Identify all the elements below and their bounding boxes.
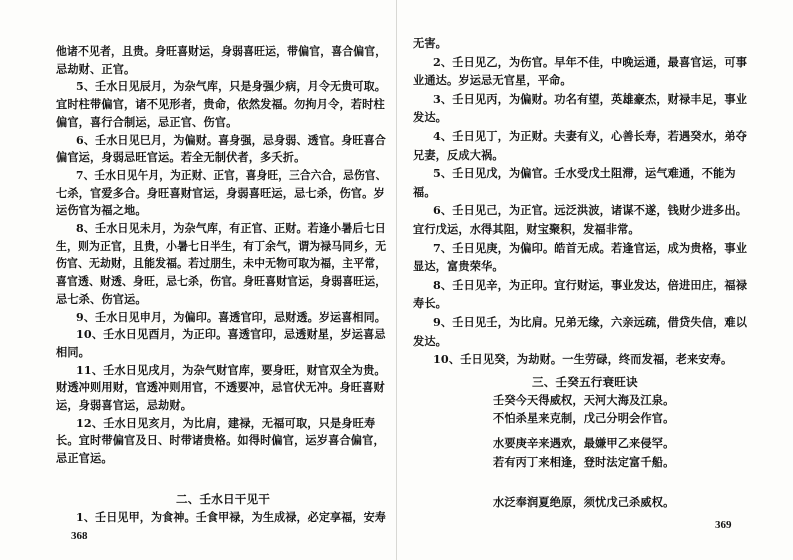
text-line: 偏官，喜行合制运，忌正官、伤官。 — [56, 114, 238, 129]
text-line: 3、壬日见丙，为偏财。功名有望，英雄豪杰，财禄丰足，事业 — [433, 91, 748, 106]
text-line: 4、壬日见丁，为正财。夫妻有义，心善长寿，若遇癸水，弟夺 — [433, 129, 748, 143]
text-line: 6、壬日见己，为正官。远泛洪波，诸谋不遂，钱财少进多出。 — [433, 203, 748, 218]
left-page — [0, 0, 396, 560]
text-line: 5、壬水日见辰月，为杂气库，只是身强少病，月令无贵可取。 — [76, 79, 386, 94]
text-line: 宜时柱带偏官，诸不见形者，贵命，依然发福。勿拘月令，若时柱 — [56, 97, 385, 112]
verse-line: 不怕杀星来克制，戊己分明会作官。 — [493, 411, 675, 425]
text-line: 9、壬日见壬，为比肩。兄弟无缘，六亲远疏，借贷失信，难以 — [433, 315, 748, 329]
verse-line: 水泛奉润夏绝原，须忧戊己杀威权。 — [493, 495, 675, 509]
right-section-heading: 三、壬癸五行衰旺诀 — [532, 375, 638, 389]
text-line: 运伤官为福之地。 — [56, 203, 147, 218]
text-line: 12、壬水日见亥月，为比肩，建禄，无福可取，只是身旺寿 — [76, 415, 376, 430]
text-line: 相同。 — [56, 344, 91, 359]
text-line: 7、壬日见庚，为偏印。皓首无成。若逢官运，成为贵格，事业 — [433, 240, 748, 255]
text-line: 福。 — [413, 184, 436, 199]
text-line: 偏官运，身弱忌旺官运。若全无制伏者，多夭折。 — [56, 150, 306, 165]
text-line: 6、壬水日见巳月，为偏财。喜身强，忌身弱、透官。身旺喜合 — [76, 132, 386, 147]
text-line: 10、壬水日见酉月，为正印。喜透官印，忌透财星，岁运喜忌 — [76, 327, 386, 342]
verse-line: 若有丙丁来相逢，登时法定富千船。 — [493, 455, 675, 469]
text-line: 8、壬水日见未月，为杂气库，有正官、正财。若逢小暑后七日 — [76, 221, 386, 235]
text-line: 5、壬日见戊，为偏官。壬水受戊土阻滞，运气难通，不能为 — [433, 166, 736, 181]
text-line: 喜官透、财透、身旺，忌七杀，伤官。身旺喜财官运，身弱喜旺运， — [56, 274, 387, 289]
text-line: 业通达。岁运忌无官星，平命。 — [413, 73, 572, 88]
right-page — [397, 0, 793, 560]
text-line: 8、壬日见辛，为正印。宜行财运，事业发达，倍进田庄，福禄 — [433, 277, 748, 292]
text-line: 他诸不见者，且贵。身旺喜财运，身弱喜旺运，带偏官，喜合偏官， — [56, 44, 387, 58]
verse-line: 壬癸今天得威权，天河大海及江泉。 — [493, 393, 675, 407]
left-page-number: 368 — [71, 530, 88, 542]
text-line: 寿长。 — [413, 296, 448, 311]
text-line: 运，身弱喜官运，忌劫财。 — [56, 398, 193, 412]
text-line: 显达，富贵荣华。 — [413, 259, 504, 274]
text-line: 10、壬日见癸，为劫财。一生劳碌，终而发福，老来安寿。 — [433, 352, 733, 367]
left-section-heading: 二、壬水日干见干 — [176, 492, 270, 506]
text-line: 长。宜时带偏官及日、时带诸贵格。如得时偏官，运岁喜合偏官， — [56, 433, 385, 448]
text-line: 无害。 — [413, 36, 448, 50]
text-line: 财透冲则用财，官透冲则用官，不透要冲，忌官伏无冲。身旺喜财 — [56, 380, 385, 395]
left-after-heading-line: 1、壬日见甲，为食神。壬食甲禄，为生成禄，必定享福，安寿 — [76, 510, 386, 524]
right-page-number: 369 — [715, 519, 732, 531]
text-line: 宜行戊运，水得其阻，财宝聚积，发福非常。 — [413, 222, 640, 236]
text-line: 发达。 — [413, 333, 448, 348]
text-line: 兄妻，反成大祸。 — [413, 147, 504, 162]
text-line: 生，则为正官，且贵，小暑七日半生，有丁余气，谓为禄马同乡，无 — [56, 238, 387, 253]
text-line: 9、壬水日见申月，为偏印。喜透官印，忌财透。岁运喜相同。 — [76, 309, 386, 324]
text-line: 忌正官运。 — [56, 451, 113, 466]
text-line: 七杀，官爱多合。身旺喜财官运，身弱喜旺运，忌七杀，伤官。岁 — [56, 185, 385, 200]
text-line: 7、壬水日见午月，为正财、正官，喜身旺，三合六合，忌伤官、 — [76, 167, 387, 182]
text-line: 2、壬日见乙，为伤官。早年不佳，中晚运通，最喜官运，可事 — [433, 54, 748, 69]
text-line: 忌劫财、正官。 — [56, 61, 136, 76]
text-line: 忌七杀、伤官运。 — [56, 291, 147, 306]
verse-line: 水要庚辛来遇欢，最嫌甲乙来侵罕。 — [493, 436, 675, 450]
text-line: 11、壬水日见戌月，为杂气财官库，要身旺，财官双全为贵。 — [76, 362, 386, 377]
text-line: 发达。 — [413, 110, 448, 125]
text-line: 伤官、无劫财，且能发福。若过朋生，未中无物可取为福，主平常， — [56, 256, 387, 271]
